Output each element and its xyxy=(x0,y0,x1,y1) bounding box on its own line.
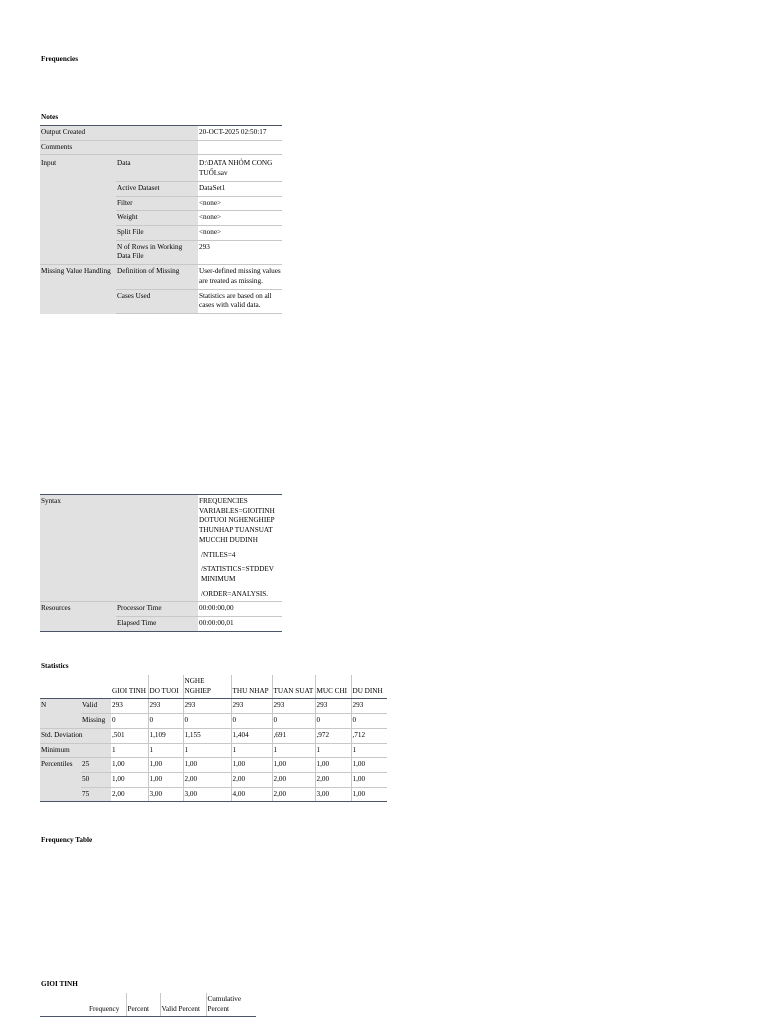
cell: 1,00 xyxy=(231,758,272,773)
table-row xyxy=(40,787,387,802)
syntax-value xyxy=(198,495,282,602)
active-dataset-value: DataSet1 xyxy=(198,181,282,196)
cell: 1 xyxy=(148,743,183,758)
cell: 1 xyxy=(272,743,315,758)
notes-row-cases-used xyxy=(40,289,282,313)
cell: 1 xyxy=(351,743,387,758)
notes-title: Notes xyxy=(41,113,59,121)
cell: 1,00 xyxy=(351,787,387,802)
cell: 2,00 xyxy=(272,773,315,788)
cell: ,972 xyxy=(315,728,351,743)
cell: 293 xyxy=(111,699,148,714)
elapsed-time-value: 00:00:00,01 xyxy=(198,617,282,632)
row-label xyxy=(40,773,81,788)
col-header: DO TUOI xyxy=(148,675,183,699)
cell: 3,00 xyxy=(148,787,183,802)
input-label: Input xyxy=(40,155,116,181)
cell: 0 xyxy=(315,714,351,729)
cell: 293 xyxy=(272,699,315,714)
col-header: GIOI TINH xyxy=(111,675,148,699)
notes-row-processor-time xyxy=(40,602,282,617)
col-header: DU DINH xyxy=(351,675,387,699)
notes-row-n-rows xyxy=(40,240,282,264)
col-header: NGHE NGHIEP xyxy=(183,675,231,699)
frequency-table-title: Frequency Table xyxy=(41,836,93,844)
cell: 4,00 xyxy=(231,787,272,802)
filter-value: <none> xyxy=(198,196,282,211)
col-header: Frequency xyxy=(88,993,126,1017)
filter-label: Filter xyxy=(116,196,198,211)
cell: 1 xyxy=(111,743,148,758)
syntax-line-1: FREQUENCIES VARIABLES=GIOITINH DOTUOI NGHENGHIEP THUNHAP TUANSUAT MUCCHI DUDINH xyxy=(199,497,275,544)
row-label: Std. Deviation xyxy=(40,728,111,743)
row-sublabel: 75 xyxy=(81,787,111,802)
cell: 293 xyxy=(351,699,387,714)
col-header: Cumulative Percent xyxy=(206,993,256,1017)
row-sublabel: Missing xyxy=(81,714,111,729)
syntax-label: Syntax xyxy=(40,495,198,602)
data-value: D:\DATA NHÓM CONG TUỔI.sav xyxy=(198,155,282,181)
row-label: Percentiles xyxy=(40,758,81,773)
weight-value: <none> xyxy=(198,211,282,226)
n-rows-label: N of Rows in Working Data File xyxy=(116,240,198,264)
notes-row-output-created xyxy=(40,126,282,141)
cell: 293 xyxy=(183,699,231,714)
statistics-table xyxy=(40,675,387,802)
split-file-label: Split File xyxy=(116,226,198,241)
weight-label: Weight xyxy=(116,211,198,226)
gioi-tinh-header-row xyxy=(40,993,256,1017)
cell: 293 xyxy=(315,699,351,714)
row-sublabel: 25 xyxy=(81,758,111,773)
notes-table-continued xyxy=(40,494,282,632)
col-header: Valid Percent xyxy=(160,993,206,1017)
table-row xyxy=(40,714,387,729)
notes-row-active-dataset xyxy=(40,181,282,196)
n-rows-value: 293 xyxy=(198,240,282,264)
cell: 1,00 xyxy=(111,758,148,773)
notes-row-filter xyxy=(40,196,282,211)
notes-row-syntax xyxy=(40,495,282,602)
notes-row-definition-missing xyxy=(40,265,282,289)
comments-value xyxy=(198,140,282,155)
cell: 2,00 xyxy=(111,787,148,802)
cell: 1,00 xyxy=(183,758,231,773)
cell: 1,00 xyxy=(148,773,183,788)
processor-time-label: Processor Time xyxy=(116,602,198,617)
col-header: MUC CHI xyxy=(315,675,351,699)
gioi-tinh-title: GIOI TINH xyxy=(41,980,78,988)
cell: 0 xyxy=(351,714,387,729)
cell: 1,109 xyxy=(148,728,183,743)
cell: 1,00 xyxy=(272,758,315,773)
cell: 1,404 xyxy=(231,728,272,743)
cell: 1,00 xyxy=(315,758,351,773)
cell: 1,00 xyxy=(111,773,148,788)
statistics-title: Statistics xyxy=(41,662,69,670)
cell: 0 xyxy=(111,714,148,729)
cases-used-value: Statistics are based on all cases with valid data. xyxy=(198,289,282,313)
cell: 1 xyxy=(231,743,272,758)
notes-row-elapsed-time xyxy=(40,617,282,632)
table-row xyxy=(40,758,387,773)
cell: 0 xyxy=(148,714,183,729)
cell: 293 xyxy=(231,699,272,714)
col-header: Percent xyxy=(126,993,160,1017)
table-row xyxy=(40,699,387,714)
cell: 1,00 xyxy=(351,773,387,788)
comments-label: Comments xyxy=(40,140,198,155)
row-label xyxy=(40,714,81,729)
definition-missing-value: User-defined missing values are treated as missing. xyxy=(198,265,282,289)
active-dataset-label: Active Dataset xyxy=(116,181,198,196)
syntax-line-4: /ORDER=ANALYSIS. xyxy=(201,589,269,598)
cell: 3,00 xyxy=(315,787,351,802)
notes-row-weight xyxy=(40,211,282,226)
row-label: Minimum xyxy=(40,743,111,758)
notes-row-split-file xyxy=(40,226,282,241)
statistics-header-row xyxy=(40,675,387,699)
cases-used-label: Cases Used xyxy=(116,289,198,313)
row-sublabel: 50 xyxy=(81,773,111,788)
table-row xyxy=(40,728,387,743)
syntax-line-2: /NTILES=4 xyxy=(201,550,236,559)
row-label xyxy=(40,787,81,802)
table-row xyxy=(40,743,387,758)
output-created-value: 20-OCT-2025 02:50:17 xyxy=(198,126,282,141)
cell: ,501 xyxy=(111,728,148,743)
cell: ,712 xyxy=(351,728,387,743)
syntax-line-3: /STATISTICS=STDDEV MINIMUM xyxy=(201,565,274,584)
cell: 1,155 xyxy=(183,728,231,743)
processor-time-value: 00:00:00,00 xyxy=(198,602,282,617)
cell: 293 xyxy=(148,699,183,714)
cell: 1,00 xyxy=(148,758,183,773)
cell: 1,00 xyxy=(351,758,387,773)
cell: 1 xyxy=(315,743,351,758)
cell: 2,00 xyxy=(315,773,351,788)
cell: 1 xyxy=(183,743,231,758)
notes-table xyxy=(40,125,282,314)
cell: 2,00 xyxy=(183,773,231,788)
notes-row-comments xyxy=(40,140,282,155)
page-title: Frequencies xyxy=(41,55,78,63)
output-created-label: Output Created xyxy=(40,126,198,141)
gioi-tinh-table xyxy=(40,993,256,1017)
data-label: Data xyxy=(116,155,198,181)
cell: 3,00 xyxy=(183,787,231,802)
definition-missing-label: Definition of Missing xyxy=(116,265,198,289)
split-file-value: <none> xyxy=(198,226,282,241)
cell: 0 xyxy=(183,714,231,729)
notes-row-data xyxy=(40,155,282,181)
missing-label: Missing Value Handling xyxy=(40,265,116,289)
elapsed-time-label: Elapsed Time xyxy=(116,617,198,632)
resources-label: Resources xyxy=(40,602,116,617)
cell: 0 xyxy=(272,714,315,729)
table-row xyxy=(40,773,387,788)
col-header: THU NHAP xyxy=(231,675,272,699)
cell: 2,00 xyxy=(272,787,315,802)
row-sublabel: Valid xyxy=(81,699,111,714)
cell: 0 xyxy=(231,714,272,729)
row-label: N xyxy=(40,699,81,714)
cell: ,691 xyxy=(272,728,315,743)
cell: 2,00 xyxy=(231,773,272,788)
col-header: TUAN SUAT xyxy=(272,675,315,699)
